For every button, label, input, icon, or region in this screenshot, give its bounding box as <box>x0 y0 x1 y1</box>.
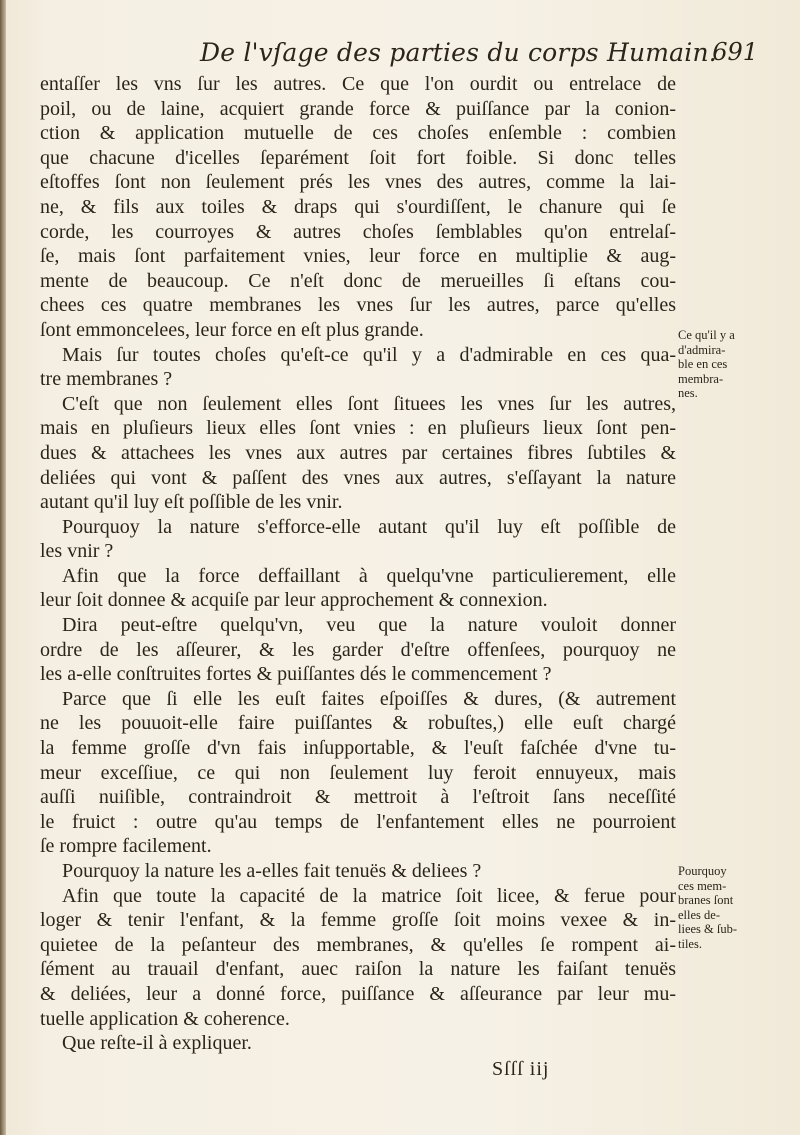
margin-note-line: elles de- <box>678 907 720 922</box>
text-line: Afin que la force deffaillant à quelqu'vne particulierement, elle <box>62 564 676 587</box>
margin-note-line: nes. <box>678 386 698 400</box>
text-line: meur exceſſiue, ce qui non ſeulement luy feroit ennuyeux, mais <box>40 761 676 784</box>
text-line: ction & application mutuelle de ces choſes enſemble : combien <box>40 122 676 145</box>
text-line: que chacune d'icelles ſeparément ſoit fort foible. Si donc telles <box>40 146 676 169</box>
text-line: ordre de les aſſeurer, & les garder d'eſtre offenſees, pourquoy ne <box>40 638 676 661</box>
text-line: eſtoffes ſont non ſeulement prés les vnes des autres, comme la lai- <box>40 171 676 194</box>
running-head: De l'vſage des parties du corps Humain. <box>200 38 717 67</box>
text-line: loger & tenir l'enfant, & la femme groſſe ſoit moins vexee & in- <box>40 909 676 932</box>
text-line: chees ces quatre membranes les vnes ſur les autres, parce qu'elles <box>40 294 676 317</box>
text-line: mais en pluſieurs lieux elles ſont vnies : en pluſieurs lieux ſont pen- <box>40 417 676 440</box>
text-line: les vnir ? <box>40 540 114 563</box>
text-line: les a-elle conſtruites fortes & puiſſantes dés le commencement ? <box>40 663 552 686</box>
page-number: 691 <box>712 38 758 66</box>
margin-note-line: branes ſont <box>678 893 734 907</box>
signature-mark: Sſſſ iij <box>492 1058 550 1080</box>
text-line: poil, ou de laine, acquiert grande force & puiſſance par la conion- <box>40 97 676 120</box>
text-line: quietee de la peſanteur des membranes, & qu'elles ſe rompent ai- <box>40 933 676 956</box>
text-line: ne, & fils aux toiles & draps qui s'ourdiſſent, le chanure qui ſe <box>40 195 676 218</box>
margin-note-line: ble en ces <box>678 357 728 371</box>
margin-note-line: Pourquoy <box>678 864 727 878</box>
text-line: deliées qui vont & paſſent des vnes aux autres, s'eſſayant la nature <box>40 466 676 489</box>
text-line: leur ſoit donnee & acquiſe par leur approchement & connexion. <box>40 589 548 612</box>
page-binding-edge <box>0 0 6 1135</box>
text-line: Parce que ſi elle les euſt faites eſpoiſſes & dures, (& autrement <box>62 687 676 710</box>
margin-note <box>678 328 790 401</box>
text-line: ſe rompre facilement. <box>40 835 212 858</box>
text-line: le fruict : outre qu'au temps de l'enfantement elles ne pourroient <box>40 810 676 833</box>
text-line: tuelle application & coherence. <box>40 1007 290 1030</box>
text-line: auſſi nuiſible, contraindroit & mettroit à l'eſtroit ſans neceſſité <box>40 786 676 809</box>
text-line: ſément au trauail d'enfant, auec raiſon la nature les faiſant tenuës <box>40 958 676 981</box>
text-line: Dira peut-eſtre quelqu'vn, veu que la nature vouloit donner <box>62 614 676 637</box>
margin-note-line: liees & ſub- <box>678 922 738 936</box>
margin-note-line: ces mem- <box>678 878 727 893</box>
text-line: autant qu'il luy eſt poſſible de les vnir. <box>40 491 343 514</box>
margin-note-line: Ce qu'il y a <box>678 328 735 342</box>
margin-note-line: membra- <box>678 371 724 386</box>
page-header <box>40 38 770 72</box>
text-line: ne les pouuoit-elle faire puiſſantes & robuſtes,) elle euſt chargé <box>40 712 676 735</box>
text-line: ſont emmoncelees, leur force en eſt plus grande. <box>40 318 424 341</box>
text-line: Mais ſur toutes choſes qu'eſt-ce qu'il y a d'admirable en ces qua- <box>62 343 676 366</box>
text-line: Que reſte-il à expliquer. <box>62 1032 252 1055</box>
margin-note <box>678 864 790 951</box>
text-line: entaſſer les vns ſur les autres. Ce que l'on ourdit ou entrelace de <box>40 73 676 95</box>
text-line: dues & attachees les vnes aux autres par certaines fibres ſubtiles & <box>40 441 676 464</box>
text-line: la femme groſſe d'vn fais inſupportable, & l'euſt faſchée d'vne tu- <box>40 737 676 760</box>
text-line: C'eſt que non ſeulement elles ſont ſituees les vnes ſur les autres, <box>62 392 676 415</box>
margin-note-line: tiles. <box>678 936 702 951</box>
text-line: Pourquoy la nature s'efforce-elle autant qu'il luy eſt poſſible de <box>62 515 676 538</box>
text-line: & deliées, leur a donné force, puiſſance & aſſeurance par leur mu- <box>40 982 676 1005</box>
text-line: ſe, mais ſont parfaitement vnies, leur force en multiplie & aug- <box>40 245 676 268</box>
margin-note-line: d'admira- <box>678 342 726 357</box>
text-line: mente de beaucoup. Ce n'eſt donc de merueilles ſi eſtans cou- <box>40 269 676 292</box>
text-line: Pourquoy la nature les a-elles fait tenuës & deliees ? <box>62 860 482 882</box>
body-text <box>40 72 676 1056</box>
text-line: tre membranes ? <box>40 368 173 391</box>
text-line: corde, les courroyes & autres choſes ſemblables qu'on entrelaſ- <box>40 220 676 243</box>
text-line: Afin que toute la capacité de la matrice ſoit licee, & ferue pour <box>62 884 676 907</box>
